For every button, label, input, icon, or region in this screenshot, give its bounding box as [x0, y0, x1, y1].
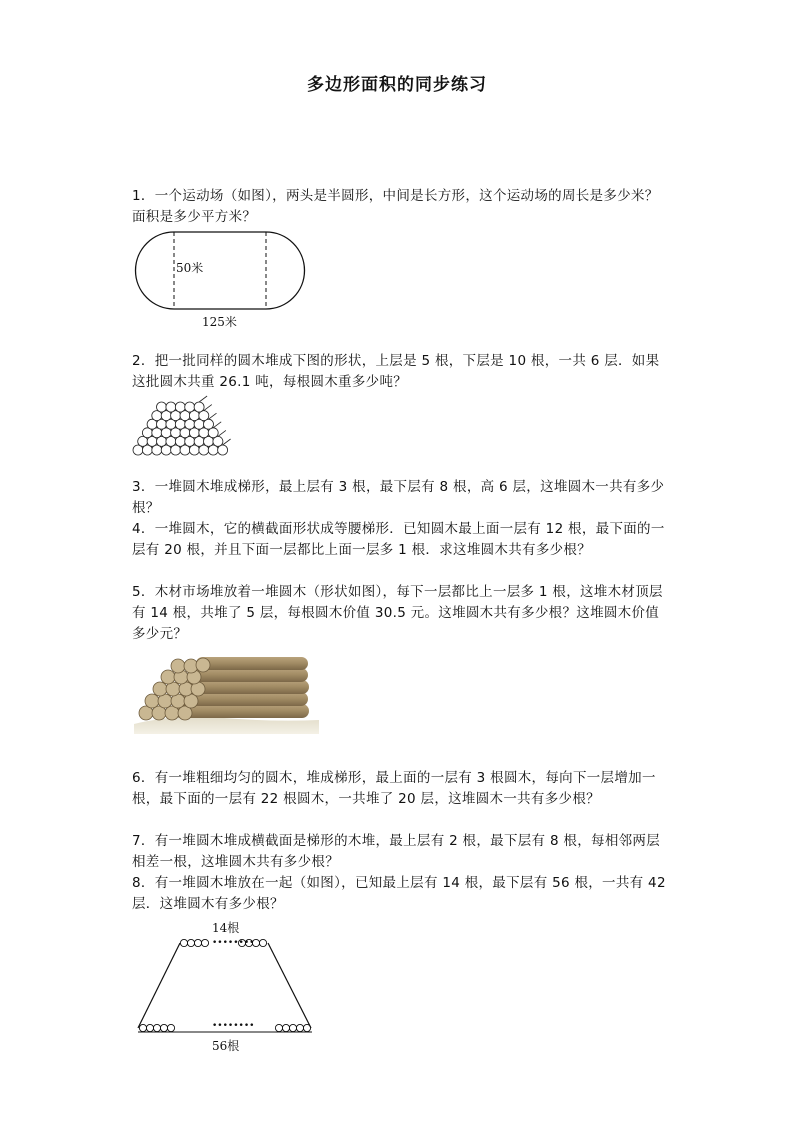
log-circle	[175, 402, 185, 412]
track-length-label: 125米	[202, 315, 237, 329]
log-side-line	[223, 439, 231, 445]
question-3: 3．一堆圆木堆成梯形，最上层有 3 根，最下层有 8 根，高 6 层，这堆圆木一共有多少根？	[132, 479, 665, 516]
log-side-line	[209, 413, 217, 419]
trapezoid-figure	[134, 920, 319, 1055]
trapezoid-bottom-label: 56根	[212, 1039, 240, 1053]
trapezoid-right-side	[268, 943, 311, 1028]
question-5: 5．木材市场堆放着一堆圆木（形状如图），每下一层都比上一层多 1 根，这堆木材顶层有 14 根，共堆了 5 层，每根圆木价值 30.5 元。这堆圆木共有多少根？这堆圆木价值多少元？	[132, 584, 663, 642]
page-title: 多边形面积的同步练习	[307, 75, 487, 95]
log-circle	[194, 402, 204, 412]
log-side-line	[199, 396, 207, 402]
question-4: 4．一堆圆木，它的横截面形状成等腰梯形．已知圆木最上面一层有 12 根，最下面的一层有 20 根，并且下面一层都比上面一层多 1 根．求这堆圆木共有多少根？	[132, 521, 665, 558]
question-6: 6．有一堆粗细均匀的圆木，堆成梯形，最上面的一层有 3 根圆木，每向下一层增加一根，最下面的一层有 22 根圆木，一共堆了 20 层，这堆圆木一共有多少根？	[132, 770, 656, 807]
bottom-row-ellipsis: ••••••••	[212, 1021, 255, 1031]
top-row-ellipsis: ••••••••	[212, 938, 255, 948]
track-outline	[136, 232, 305, 309]
question-8: 8．有一堆圆木堆放在一起（如图），已知最上层有 14 根，最下层有 56 根，一共有 42 层．这堆圆木有多少根？	[132, 875, 666, 912]
log-circle	[166, 402, 176, 412]
question-1: 1．一个运动场（如图），两头是半圆形，中间是长方形，这个运动场的周长是多少米？面积是多少平方米？	[132, 188, 659, 225]
wood-stack-illustration	[134, 650, 319, 740]
log-side-line	[213, 422, 221, 428]
trapezoid-top-label: 14根	[212, 921, 240, 935]
trapezoid-left-side	[138, 943, 180, 1028]
log-circle	[185, 402, 195, 412]
log-pile-figure	[130, 394, 250, 458]
track-width-label: 50米	[176, 261, 204, 275]
track-figure	[134, 228, 314, 338]
log-side-line	[204, 405, 212, 411]
log-circle	[157, 402, 167, 412]
question-7: 7．有一堆圆木堆成横截面是梯形的木堆，最上层有 2 根，最下层有 8 根，每相邻两层相差一根，这堆圆木共有多少根？	[132, 833, 661, 870]
log-side-line	[218, 430, 226, 436]
question-2: 2．把一批同样的圆木堆成下图的形状，上层是 5 根，下层是 10 根，一共 6 层．如果这批圆木共重 26.1 吨，每根圆木重多少吨？	[132, 353, 660, 390]
